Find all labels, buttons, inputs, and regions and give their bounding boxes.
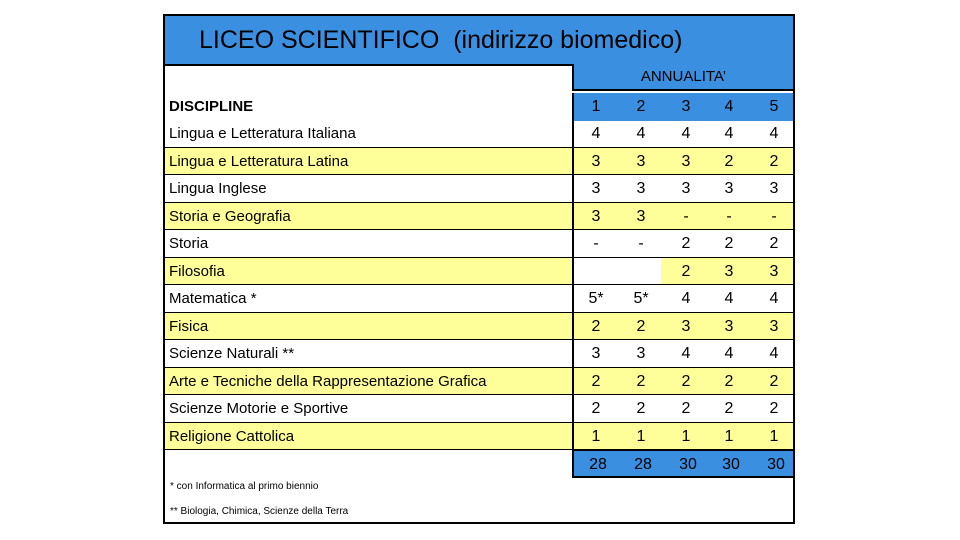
total-cell: 28 xyxy=(589,456,607,473)
hours-cell: 3 xyxy=(769,318,779,335)
hours-cell: 2 xyxy=(769,373,779,390)
curriculum-table xyxy=(163,14,795,524)
hours-cell: 3 xyxy=(636,153,646,170)
year-header: 2 xyxy=(636,98,646,115)
hours-cell: 2 xyxy=(591,373,601,390)
hours-cell: 2 xyxy=(724,373,734,390)
hours-cell: 5* xyxy=(588,290,604,307)
hours-cell: 3 xyxy=(681,153,691,170)
hours-cell: 2 xyxy=(681,400,691,417)
discipline-name: Lingua e Letteratura Latina xyxy=(169,153,349,170)
table-row xyxy=(165,257,793,285)
discipline-name: Storia xyxy=(169,235,209,252)
total-cell: 30 xyxy=(722,456,740,473)
hours-cell: 3 xyxy=(591,345,601,362)
hours-cell: 4 xyxy=(681,125,691,142)
hours-cell: 1 xyxy=(591,428,601,445)
discipline-name: Lingua e Letteratura Italiana xyxy=(169,125,356,142)
discipline-name: Filosofia xyxy=(169,263,225,280)
empty-cells xyxy=(572,258,661,284)
year-header: 5 xyxy=(769,98,779,115)
hours-cell: - xyxy=(771,208,777,225)
hours-cell: 1 xyxy=(724,428,734,445)
table-row xyxy=(165,230,793,258)
table-row xyxy=(165,120,793,148)
hours-cell: 2 xyxy=(591,318,601,335)
annualita-header: ANNUALITA’ xyxy=(572,64,793,91)
hours-cell: 2 xyxy=(724,235,734,252)
total-cell: 30 xyxy=(679,456,697,473)
hours-cell: 2 xyxy=(769,153,779,170)
disciplines-label: DISCIPLINE xyxy=(169,98,254,115)
table-row xyxy=(165,340,793,368)
hours-cell: 1 xyxy=(769,428,779,445)
year-header: 4 xyxy=(724,98,734,115)
hours-cell: 5* xyxy=(633,290,649,307)
hours-cell: 4 xyxy=(769,345,779,362)
hours-cell: 3 xyxy=(724,263,734,280)
hours-cell: - xyxy=(726,208,732,225)
table-row xyxy=(165,147,793,175)
hours-cell: 4 xyxy=(724,345,734,362)
hours-cell: 3 xyxy=(769,263,779,280)
hours-cell: 2 xyxy=(724,153,734,170)
hours-cell: 3 xyxy=(636,345,646,362)
hours-cell: 1 xyxy=(681,428,691,445)
hours-cell: 1 xyxy=(636,428,646,445)
discipline-name: Scienze Motorie e Sportive xyxy=(169,400,349,417)
hours-cell: 2 xyxy=(636,373,646,390)
table-row xyxy=(165,312,793,340)
discipline-name: Religione Cattolica xyxy=(169,428,295,445)
hours-cell: 3 xyxy=(681,180,691,197)
hours-cell: 3 xyxy=(591,180,601,197)
hours-cell: 4 xyxy=(681,345,691,362)
discipline-name: Scienze Naturali ** xyxy=(169,345,295,362)
table-row xyxy=(165,285,793,313)
year-header: 1 xyxy=(591,98,601,115)
discipline-name: Arte e Tecniche della Rappresentazione Grafica xyxy=(169,373,487,390)
hours-cell: 2 xyxy=(681,263,691,280)
year-header: 3 xyxy=(681,98,691,115)
table-row xyxy=(165,175,793,203)
hours-cell: 4 xyxy=(724,290,734,307)
hours-cell: - xyxy=(593,235,599,252)
table-row xyxy=(165,422,793,450)
hours-cell: - xyxy=(683,208,689,225)
hours-cell: 4 xyxy=(591,125,601,142)
hours-cell: 2 xyxy=(769,400,779,417)
hours-cell: 4 xyxy=(681,290,691,307)
hours-cell: 3 xyxy=(724,180,734,197)
hours-cell: 2 xyxy=(636,318,646,335)
years-header-row xyxy=(165,93,793,121)
hours-cell: 3 xyxy=(591,153,601,170)
footnote-informatica: * con Informatica al primo biennio xyxy=(170,481,319,492)
hours-cell: 4 xyxy=(769,125,779,142)
discipline-name: Fisica xyxy=(169,318,209,335)
hours-cell: 2 xyxy=(591,400,601,417)
table-row xyxy=(165,202,793,230)
total-cell: 30 xyxy=(767,456,785,473)
hours-cell: 2 xyxy=(724,400,734,417)
table-row xyxy=(165,395,793,423)
footnote-scienze: ** Biologia, Chimica, Scienze della Terra xyxy=(170,506,349,517)
hours-cell: 4 xyxy=(724,125,734,142)
hours-cell: 3 xyxy=(681,318,691,335)
hours-cell: 2 xyxy=(681,235,691,252)
discipline-name: Storia e Geografia xyxy=(169,208,291,225)
table-row xyxy=(165,367,793,395)
hours-cell: 4 xyxy=(636,125,646,142)
hours-cell: 3 xyxy=(769,180,779,197)
hours-cell: 3 xyxy=(636,208,646,225)
hours-cell: 2 xyxy=(681,373,691,390)
discipline-name: Lingua Inglese xyxy=(169,180,267,197)
page-title: LICEO SCIENTIFICO (indirizzo biomedico) xyxy=(199,26,683,54)
hours-cell: 4 xyxy=(769,290,779,307)
discipline-name: Matematica * xyxy=(169,290,257,307)
hours-cell: 2 xyxy=(769,235,779,252)
hours-cell: 2 xyxy=(636,400,646,417)
hours-cell: 3 xyxy=(591,208,601,225)
title-bar xyxy=(165,16,793,66)
hours-cell: - xyxy=(638,235,644,252)
totals-row xyxy=(572,450,793,478)
hours-cell: 3 xyxy=(636,180,646,197)
total-cell: 28 xyxy=(634,456,652,473)
hours-cell: 3 xyxy=(724,318,734,335)
